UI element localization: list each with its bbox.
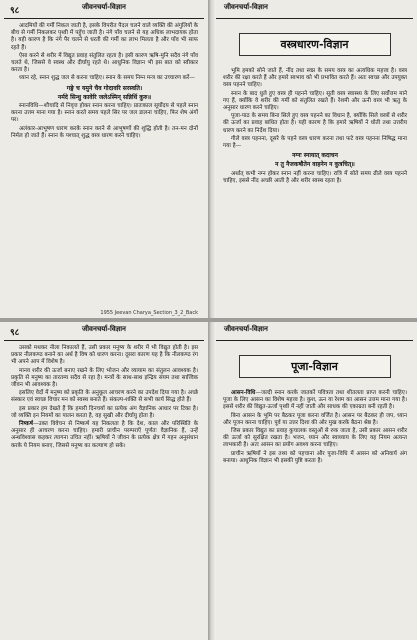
paragraph: भूमि हमको सोने जाते हैं, नींद तथा स्वप्न के समय वस्त्र का अत्यधिक महत्त्व है। वस्त्र शरीर की रक्षा करते हैं और हमारे स्वभाव को भी प्रभावित करते हैं। अतः स्वच्छ और उपयुक्त वस्त्र पहनने चाहिए। xyxy=(223,68,407,89)
paragraph: इसलिए वेदों में मनुष्य को प्रकृति के अनुकूल आचरण करने का उपदेश दिया गया है। अच्छे संस्कार एवं स्वच्छ विचार मन को स्वस्थ बनाते हैं। संकल्प-शक्ति से सभी कार्य सिद्ध होते हैं। xyxy=(11,390,198,404)
running-header: जीवनचर्या-विज्ञान xyxy=(82,3,126,11)
page-header xyxy=(216,0,413,19)
paragraph: पूजा-पाठ के समय बिना सिले हुए वस्त्र पहनने का विधान है, क्योंकि सिले वस्त्रों से शरीर की ऊर्जा का प्रवाह बाधित होता है। यही कारण है कि हमारे ऋषियों ने धोती तथा उत्तरीय धारण करने का निर्देश दिया। xyxy=(223,113,407,134)
paragraph: उसको मथकर नीला निकालते हैं, उसी प्रकार मनुष्य के शरीर में भी विद्युत होती है। इस प्रकार नीलकण्ठ बनाने का अर्थ है विष को धारण करना। दूसरा कारण यह है कि नीलकण्ठ रंग भी अपने आप में विशेष है। xyxy=(11,345,198,366)
page-header xyxy=(216,322,413,341)
book-gutter xyxy=(208,322,216,640)
conclusion-text: —उक्त विवेचन से निष्कर्ष यह निकलता है कि देश, काल और परिस्थिति के अनुसार ही आचरण करना चाहिए। हमारी प्राचीन परम्पराएँ पूर्णतः वैज्ञानिक हैं, उन्हें अन्धविश्वास कहकर त्यागना उचित नहीं। ऋषियों ने जीवन के प्रत्येक क्षेत्र में गहन अनुसंधान करके ये नियम बनाए, जिससे मनुष्य का कल्याण हो सके। xyxy=(11,421,198,449)
paragraph: अर्थात् कभी नग्न होकर स्नान नहीं करना चाहिए। रात्रि में सोते समय ढीले वस्त्र पहनने चाहिए, इससे नींद अच्छी आती है और शरीर स्वस्थ रहता है। xyxy=(223,170,407,184)
conclusion-paragraph xyxy=(11,421,198,450)
top-left-page xyxy=(4,0,204,318)
running-header: जीवनचर्या-विज्ञान xyxy=(82,325,126,333)
page-number: ९८ xyxy=(10,328,20,338)
asana-lead: आसन-विधि xyxy=(231,390,256,396)
verse-line: नग्नः स्नायात् कदाचन xyxy=(292,152,338,160)
bottom-left-page xyxy=(4,322,204,640)
paragraph: बिना आसन के भूमि पर बैठकर पूजा करना वर्जित है। आसन पर बैठकर ही जप, ध्यान और पूजन करना चाहिए। पूर्व या उत्तर दिशा की ओर मुख करके बैठना श्रेष्ठ है। xyxy=(223,412,407,426)
page-number: ९८ xyxy=(10,6,20,16)
paragraph: ध्यान रहे, स्नान शुद्ध जल से करना चाहिए। स्नान के समय निम्न मन्त्र का उच्चारण करें— xyxy=(19,75,195,82)
page-body xyxy=(216,64,413,185)
scan-footer: 1955 Jeevan Charya_Section_3_2_Back xyxy=(100,310,198,316)
running-header: जीवनचर्या-विज्ञान xyxy=(224,3,268,11)
paragraph: स्नान के बाद धुले हुए वस्त्र ही पहनने चाहिए। सूती वस्त्र स्वास्थ्य के लिए सर्वोत्तम माने गए हैं, क्योंकि वे शरीर की गर्मी को संतुलित रखते हैं। रेशमी और ऊनी वस्त्र भी ऋतु के अनुसार धारण करने चाहिए। xyxy=(223,90,407,112)
page-header xyxy=(4,0,204,19)
top-book-spread xyxy=(0,0,417,318)
paragraph: अलंकार-आभूषण धारण करके स्नान करने से आभूषणों की शुद्धि होती है। तन-मन दोनों निर्मल हो जाते हैं। स्नान के पश्चात् शुद्ध वस्त्र धारण करने चाहिए। xyxy=(11,125,198,139)
page-body xyxy=(4,19,204,140)
verse-line: गङ्गे च यमुने चैव गोदावरि सरस्वति। xyxy=(66,84,143,92)
paragraph-text: —जल्दी स्नान करके जातकों पवित्रता तथा शीतलता प्राप्त करनी चाहिए। पूजा के लिए आसन का विशेष महत्त्व है। कुश, ऊन या रेशम का आसन उत्तम माना गया है। इससे शरीर की विद्युत-ऊर्जा पृथ्वी में नहीं जाती और साधक की एकाग्रता बनी रहती है। xyxy=(223,390,407,411)
paragraph: मानव शरीर की ऊर्जा बनाए रखने के लिए भोजन और व्यायाम का संतुलन आवश्यक है। प्रकृति से मनुष्य का तारतम्य सदैव से रहा है। मन्त्रों के साथ-साथ इन्द्रिय संयम तथा सात्त्विक जीवन भी आवश्यक है। xyxy=(11,367,198,389)
paragraph: आदमियों की गर्मी निकल जाती है, इसके विपरीत पैदल चलने वाले व्यक्ति की अंगुलियों के बीच से गर्मी निकलकर पृथ्वी में पहुँच जाती है। नंगे पाँव चलने से यह अधिक लाभदायक होता है। यही कारण है कि नंगे पैर चलने से धरती की गर्मी का लाभ मिलता है और पाँव भी साफ रहते हैं। xyxy=(11,23,198,51)
paragraph: जिस प्रकार विद्युत का प्रवाह कुचालक वस्तुओं से रुक जाता है, उसी प्रकार आसन शरीर की ऊर्जा को सुरक्षित रखता है। भजन, ध्यान और स्वाध्याय के लिए यह नियम अत्यन्त लाभकारी है। अतः आसन का प्रयोग अवश्य करना चाहिए। xyxy=(223,428,407,449)
top-right-page xyxy=(216,0,413,318)
page-body xyxy=(4,341,204,450)
book-gutter xyxy=(208,0,216,318)
conclusion-lead: निष्कर्ष xyxy=(19,421,33,428)
bottom-book-spread xyxy=(0,322,417,640)
paragraph: गीले वस्त्र पहनना, दूसरे के पहने वस्त्र धारण करना तथा फटे वस्त्र पहनना निषिद्ध माना गया है— xyxy=(223,135,407,150)
page-header xyxy=(4,322,204,341)
paragraph: इस प्रकार हम देखते हैं कि हमारी दिनचर्या का प्रत्येक अंग वैज्ञानिक आधार पर टिका है। जो व्यक्ति इन नियमों का पालन करता है, वह सुखी और दीर्घायु होता है। xyxy=(11,405,198,419)
bottom-right-page xyxy=(216,322,413,640)
verse-line: न तु नैजकषौतेन वाहनेन न कुत्रचित्॥ xyxy=(275,161,355,169)
paragraph: प्राचीन ऋषियों ने इस तथ्य को पहचाना और पूजा-विधि में आसन को अनिवार्य अंग बनाया। आधुनिक विज्ञान भी इसकी पुष्टि करता है। xyxy=(223,450,407,464)
paragraph xyxy=(223,390,407,412)
verse-line: नर्मदे सिन्धु कावेरि जलेऽस्मिन् सन्निधिं कुरु॥ xyxy=(57,93,152,101)
page-body xyxy=(216,386,413,465)
paragraph: ऐसा करने से शरीर में विद्युत प्रवाह संतुलित रहता है। इसी कारण ऋषि-मुनि सदैव नंगे पाँव चलते थे, जिससे वे स्वस्थ और दीर्घायु रहते थे। आधुनिक विज्ञान भी इस बात को स्वीकार करता है। xyxy=(11,52,198,74)
paragraph: स्नानविधि—शौचादि से निवृत्त होकर स्नान करना चाहिए। प्रातःकाल सूर्योदय से पहले स्नान करना उत्तम माना गया है। स्नान करते समय पहले सिर पर जल डालना चाहिए, फिर शेष अंगों पर। xyxy=(11,103,198,124)
running-header: जीवनचर्या-विज्ञान xyxy=(224,325,268,333)
section-title: पूजा-विज्ञान xyxy=(239,355,391,378)
section-title: वस्त्रधारण-विज्ञान xyxy=(239,33,391,56)
